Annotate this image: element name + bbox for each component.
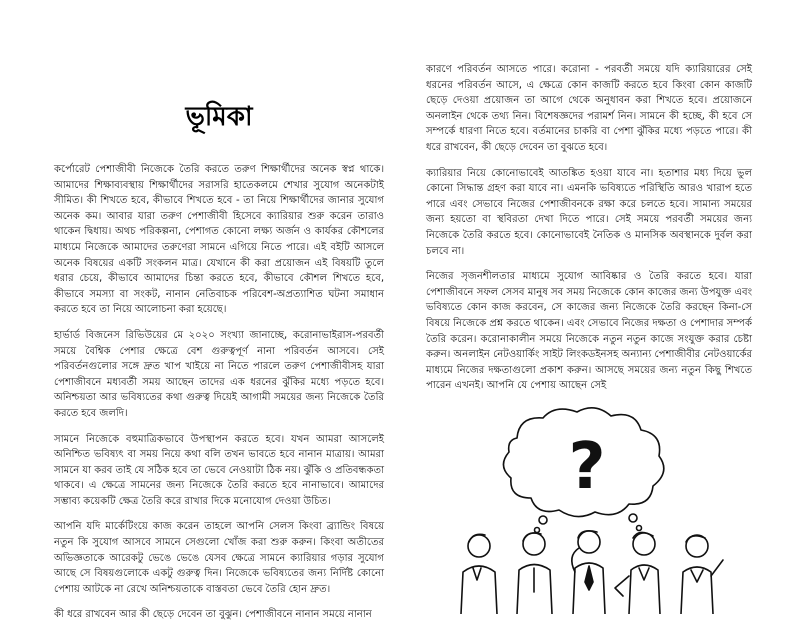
paragraph: নিজের সৃজনশীলতার মাধ্যমে সুযোগ আবিষ্কার ও তৈরি করতে হবে। যারা পেশাজীবনে সফল সেসব মানুষ সব সময় নিজেকে কোন কাজের জন্য উপযুক্ত এবং ভবিষ্যতে কোন কাজ করবেন, সে কাজের জন্য নিজেকে তৈরি করছেন কিনা-সে বিষয়ে নিজেকে প্রশ্ন করতে থাকেন। এবং সেভাবে নিজের দক্ষতা ও পেশাদার সম্পর্ক তৈরি করেন। করোনাকালীন সময়ে নিজেকে নতুন নতুন কাজে সংযুক্ত করার চেষ্টা করুন। অনলাইন নেটওয়ার্কিং সাইট লিংকডইনসহ অন্যান্য পেশাজীবীর নেটওয়ার্কের মাধ্যমে নিজের দক্ষতাগুলো প্রকাশ করুন। আসছে সময়ের জন্য নতুন কিছু শিখতে পারেন এখনই। আপনি যে পেশায় আছেন সেই — [426, 271, 752, 392]
right-page — [400, 0, 800, 618]
paragraph: সামনে নিজেকে বহুমাত্রিকভাবে উপস্থাপন করতে হবে। যখন আমরা আসলেই অনিশ্চিত ভবিষ্যৎ বা সময় নিয়ে কথা বলি তখন ভাবতে হবে নানান মাত্রায়। আমরা সামনে যা করব তাই যে সঠিক হবে তা ভেবে নেওয়াটা ঠিক নয়। ঝুঁকি ও প্রতিবন্ধকতা থাকবে। এ ক্ষেত্রে সামনের জন্য নিজেকে তৈরি করতে হবে নানাভাবে। আমাদের সম্ভাব্য কয়েকটি ক্ষেত্র তৈরি করে রাখার দিকে মনোযোগ দেওয়া উচিত। — [54, 433, 384, 507]
paragraph: ক্যারিয়ার নিয়ে কোনোভাবেই আতঙ্কিত হওয়া যাবে না। হতাশার মধ্য দিয়ে ভুল কোনো সিদ্ধান্ত গ্রহণ করা যাবে না। এমনকি ভবিষ্যতে পরিস্থিতি আরও খারাপ হতে পারে এবং সেভাবে নিজের পেশাজীবনকে রক্ষা করে চলতে হবে। সামান্য সময়ের জন্য হয়তো বা স্থবিরতা দেখা দিতে পারে। সেই সময়ে পরবর্তী সময়ের জন্য নিজেকে তৈরি করতে হবে। কোনোভাবেই নৈতিক ও মানসিক অবস্থানকে দুর্বল করা চলবে না। — [426, 167, 752, 257]
paragraph: কর্পোরেট পেশাজীবী নিজেকে তৈরি করতে তরুণ শিক্ষার্থীদের অনেক স্বপ্ন থাকে। আমাদের শিক্ষাব্যবস্থায় শিক্ষার্থীদের সরাসরি হাতেকলমে শেখার সুযোগ অনেকটাই সীমিত। কী শিখতে হবে, কীভাবে শিখতে হবে - তা নিয়ে শিক্ষার্থীদের জানার সুযোগ অনেক কম। আবার যারা তরুণ পেশাজীবী হিসেবে ক্যারিয়ার শুরু করেন তারাও থাকেন দ্বিধায়। অথচ পরিকল্পনা, পেশাগত কোনো লক্ষ্য অর্জন ও কার্যকর কৌশলের মাধ্যমে নিজেকে আমাদের তরুণেরা সামনে এগিয়ে নিতে পারে। এই বইটি আসলে অনেক বিষয়ের একটি সংকলন মাত্র। যেখানে কী করা প্রয়োজন এই বিষয়টি তুলে ধরার চেয়ে, কীভাবে আমাদের চিন্তা করতে হবে, কীভাবে কৌশল শিখতে হবে, কীভাবে সমস্যা বা সংকট, নানান নেতিবাচক পরিবেশ-অপ্রত্যাশিত ঘটনা সমাধান করতে হবে তা নিয়ে আলোচনা করা হয়েছে। — [54, 164, 384, 316]
page-title: ভূমিকা — [185, 102, 253, 132]
thinking-people-question-icon — [439, 404, 739, 614]
question-mark: ? — [568, 429, 606, 504]
paragraph: হার্ভার্ড বিজনেস রিভিউয়ের মে ২০২০ সংখ্যা জানাচ্ছে, করোনাভাইরাস-পরবর্তী সময়ে বৈশ্বিক পেশার ক্ষেত্রে বেশ গুরুত্বপূর্ণ নানা পরিবর্তন আসবে। সেই পরিবর্তনগুলোর সঙ্গে দ্রুত খাপ খাইয়ে না নিতে পারলে তরুণ পেশাজীবীসহ যারা পেশাজীবনে মধ্যবর্তী সময় আছেন তাদের এক ধরনের ঝুঁকির মধ্যে পড়তে হবে। অনিশ্চয়তা আর ভবিষ্যতের কথা গুরুত্ব দিয়েই আগামী সময়ের জন্য নিজেকে তৈরি করতে হবে জলদি। — [54, 329, 384, 419]
paragraph: কারণে পরিবর্তন আসতে পারে। করোনা - পরবর্তী সময়ে যদি ক্যারিয়ারের সেই ধরনের পরিবর্তন আসে, এ ক্ষেত্রে কোন কাজটি করতে হবে কিংবা কোন কাজটি ছেড়ে দেওয়া প্রয়োজন তা আগে থেকে অনুধাবন করা শিখতে হবে। প্রয়োজনে অনলাইন থেকে তথ্য নিন। বিশেষজ্ঞদের পরামর্শ নিন। সামনে কী হচ্ছে, কী হবে সে সম্পর্কে ধারণা নিতে হবে। বর্তমানের চাকরি বা পেশা ঝুঁকির মধ্যে পড়তে পারে। কী ধরে রাখবেন, কী ছেড়ে দেবেন তা বুঝতে হবে। — [426, 64, 752, 153]
paragraph: কী ধরে রাখবেন আর কী ছেড়ে দেবেন তা বুঝুন। পেশাজীবনে নানান সময়ে নানান — [54, 609, 372, 621]
paragraph: আপনি যদি মার্কেটিংয়ে কাজ করেন তাহলে আপনি সেলস কিংবা ব্র্যান্ডিং বিষয়ে নতুন কি সুযোগ আসবে সামনে সেগুলো খোঁজ করা শুরু করুন। কিংবা অতীতের অভিজ্ঞতাকে আরেকটু ভেঙে ভেঙে যেসব ক্ষেত্রে সামনে ক্যারিয়ার গড়ার সুযোগ আছে সে বিষয়গুলোকে একটু গুরুত্ব দিন। নিজেকে ভবিষ্যতের জন্য নির্দিষ্ট কোনো পেশায় আটকে না রেখে অনিশ্চয়তাকে বাস্তবতা ভেবে তৈরি হোন দ্রুত। — [54, 521, 384, 595]
left-page — [0, 0, 400, 621]
